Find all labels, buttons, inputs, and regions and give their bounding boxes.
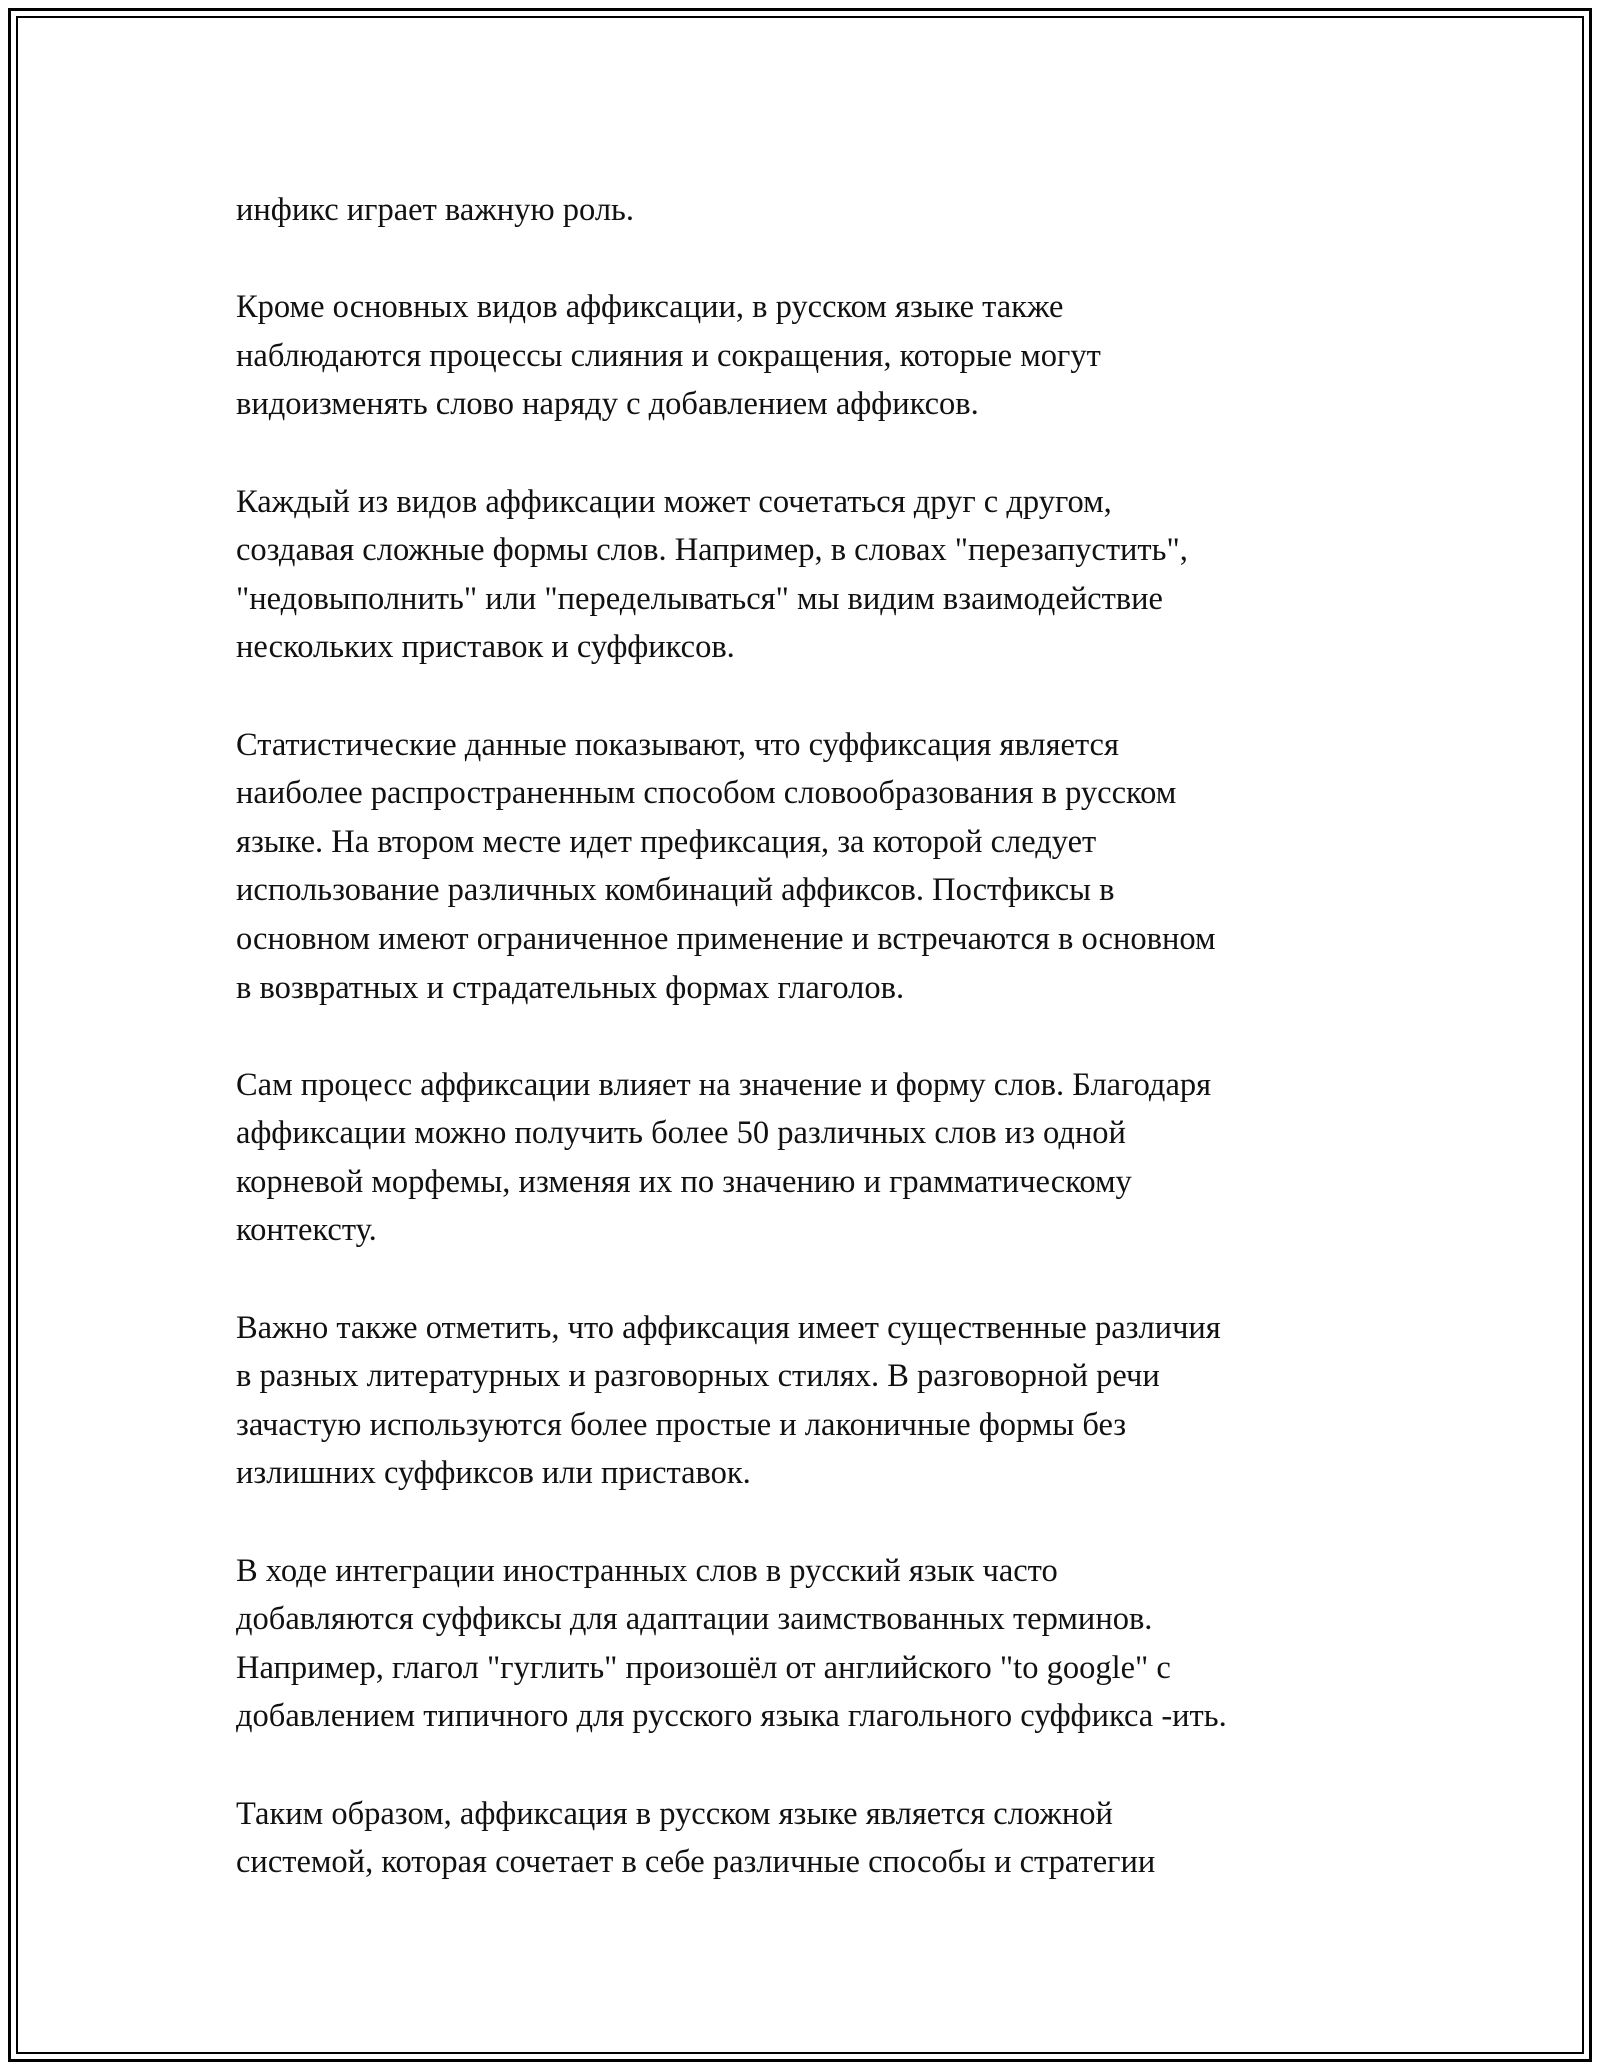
paragraph-gap	[236, 1012, 1386, 1061]
text-line: зачастую используются более простые и лаконичные формы без	[236, 1406, 1127, 1443]
paragraph-gap	[236, 672, 1386, 721]
text-line: Важно также отметить, что аффиксация имеет существенные различия	[236, 1309, 1221, 1346]
text-line: системой, которая сочетает в себе различные способы и стратегии	[236, 1844, 1156, 1881]
text-line: корневой морфемы, изменяя их по значению и грамматическому	[236, 1163, 1132, 1200]
text-line: излишних суффиксов или приставок.	[236, 1455, 751, 1492]
text-line: основном имеют ограниченное применение и встречаются в основном	[236, 920, 1216, 957]
text-line: "недовыполнить" или "переделываться" мы видим взаимодействие	[236, 580, 1163, 617]
paragraph-gap	[236, 1255, 1386, 1304]
text-line: создавая сложные формы слов. Например, в словах "перезапустить",	[236, 532, 1188, 569]
text-line: контексту.	[236, 1212, 377, 1249]
text-line: в разных литературных и разговорных стилях. В разговорной речи	[236, 1358, 1160, 1395]
text-line: Статистические данные показывают, что суффиксация является	[236, 726, 1119, 763]
text-line: добавлением типичного для русского языка глагольного суффикса -ить.	[236, 1698, 1227, 1735]
paragraph	[236, 1061, 1386, 1255]
paragraph-gap	[236, 1498, 1386, 1547]
paragraph	[236, 1304, 1386, 1498]
text-line: Сам процесс аффиксации влияет на значение и форму слов. Благодаря	[236, 1066, 1212, 1103]
text-line: добавляются суффиксы для адаптации заимствованных терминов.	[236, 1601, 1153, 1638]
text-line: видоизменять слово наряду с добавлением аффиксов.	[236, 386, 979, 423]
paragraph-gap	[236, 1741, 1386, 1790]
text-line: Например, глагол "гуглить" произошёл от английского "to google" с	[236, 1649, 1171, 1686]
text-line: аффиксации можно получить более 50 различных слов из одной	[236, 1115, 1126, 1152]
paragraph-gap	[236, 429, 1386, 478]
text-line: в возвратных и страдательных формах глаголов.	[236, 969, 905, 1006]
text-line: Кроме основных видов аффиксации, в русском языке также	[236, 289, 1064, 326]
document-body	[236, 186, 1386, 1887]
text-line: инфикс играет важную роль.	[236, 192, 634, 228]
text-line: использование различных комбинаций аффиксов. Постфиксы в	[236, 872, 1115, 909]
text-line: наиболее распространенным способом словообразования в русском	[236, 775, 1177, 812]
text-line: В ходе интеграции иностранных слов в русский язык часто	[236, 1552, 1058, 1589]
text-line: Каждый из видов аффиксации может сочетаться друг с другом,	[236, 483, 1112, 520]
text-line: Таким образом, аффиксация в русском языке является сложной	[236, 1795, 1113, 1832]
paragraph	[236, 478, 1386, 672]
paragraph	[236, 1547, 1386, 1741]
text-line: языке. На втором месте идет префиксация, за которой следует	[236, 823, 1097, 860]
paragraph-gap	[236, 235, 1386, 284]
text-line: нескольких приставок и суффиксов.	[236, 629, 735, 666]
text-line: наблюдаются процессы слияния и сокращения, которые могут	[236, 337, 1101, 374]
paragraph	[236, 283, 1386, 429]
paragraph	[236, 721, 1386, 1013]
paragraph	[236, 186, 1386, 235]
paragraph	[236, 1790, 1386, 1887]
